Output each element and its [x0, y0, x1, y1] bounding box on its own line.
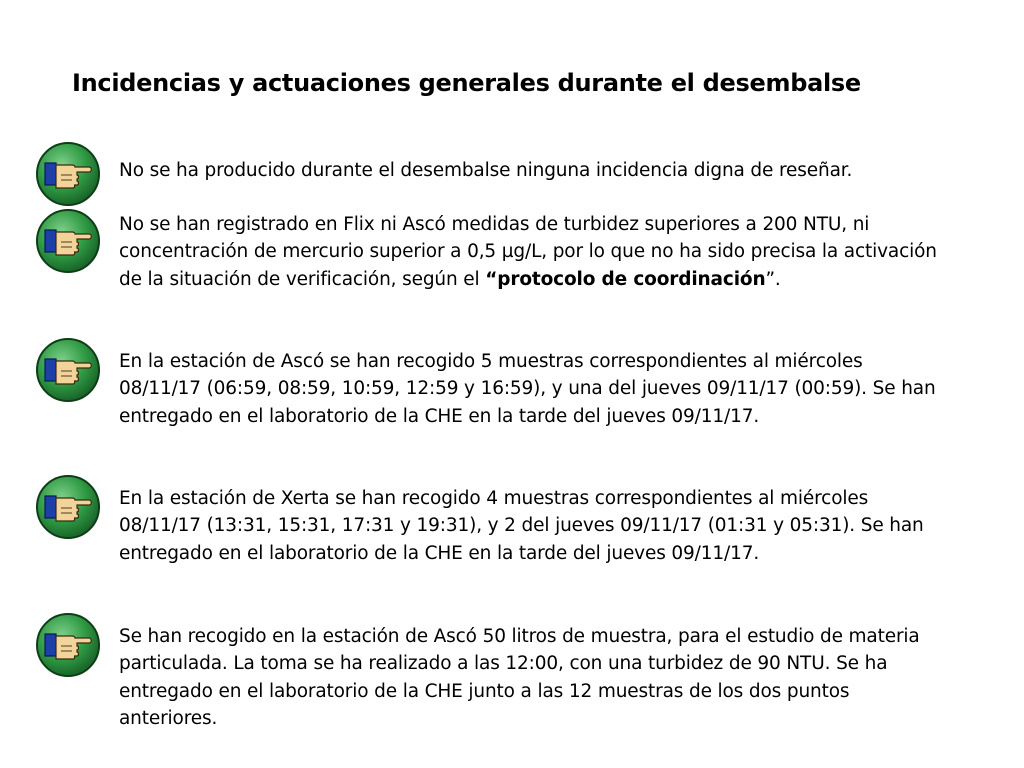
- paragraph-xerta-samples: En la estación de Xerta se han recogido 4 muestras correspondientes al miércoles 08/11/17 (13:31, 15:31, 17:31 y 19:31), y 2 del jueves 09/11/17 (01:31 y 05:31). Se han entregado en el laboratorio de la CHE en la tarde del jueves 09/11/17.: [119, 488, 924, 564]
- paragraph-particulate-sample: Se han recogido en la estación de Ascó 50 litros de muestra, para el estudio de materia particulada. La toma se ha realizado a las 12:00, con una turbidez de 90 NTU. Se ha entregado en el laboratorio de la CHE junto a las 12 muestras de los dos puntos anteriores.: [119, 626, 920, 729]
- pointing-hand-bullet-icon: [35, 337, 101, 403]
- pointing-hand-bullet-icon: [35, 208, 101, 274]
- paragraph-no-incidents: No se ha producido durante el desembalse ninguna incidencia digna de reseñar.: [119, 160, 853, 181]
- pointing-hand-bullet-icon: [35, 612, 101, 678]
- protocol-emphasis: “protocolo de coordinación: [485, 268, 766, 290]
- paragraph-text: No se han registrado en Flix ni Ascó medidas de turbidez superiores a 200 NTU, ni concentración de mercurio superior a 0,5 µg/L, por lo que no ha sido precisa la activación de la situación de verificación, según el: [119, 214, 937, 290]
- paragraph-text-end: ”.: [765, 268, 781, 290]
- paragraph-asco-samples: En la estación de Ascó se han recogido 5 muestras correspondientes al miércoles 08/11/17 (06:59, 08:59, 10:59, 12:59 y 16:59), y una del jueves 09/11/17 (00:59). Se han entregado en el laboratorio de la CHE en la tarde del jueves 09/11/17.: [119, 351, 936, 427]
- pointing-hand-bullet-icon: [35, 474, 101, 540]
- slide-title: Incidencias y actuaciones generales durante el desembalse: [72, 69, 861, 97]
- pointing-hand-bullet-icon: [35, 141, 101, 207]
- paragraph-turbidity-protocol: [119, 211, 939, 293]
